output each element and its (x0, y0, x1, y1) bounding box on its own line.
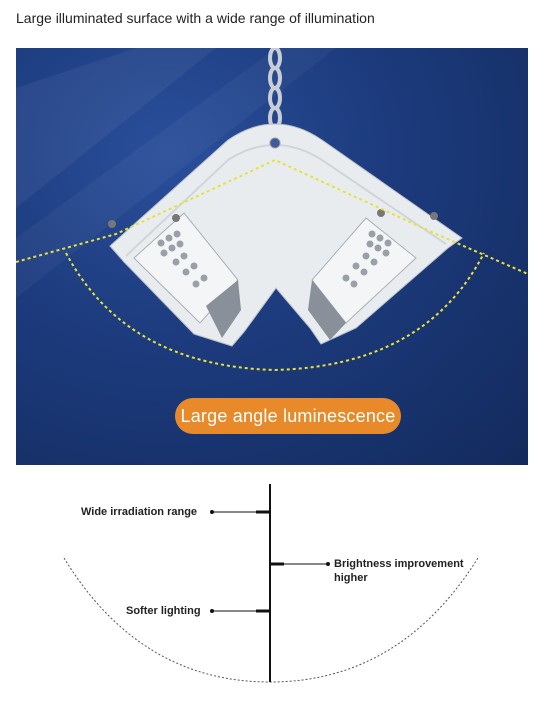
label-wide-range: Wide irradiation range (81, 506, 198, 518)
product-photo (16, 48, 528, 465)
label-softer: Softer lighting (126, 605, 201, 617)
feature-badge: Large angle luminescence (175, 398, 401, 434)
label-brightness (334, 557, 464, 585)
label-brightness-line1: Brightness improvement (334, 558, 464, 570)
light-distribution-diagram (0, 470, 542, 705)
label-brightness-line2: higher (334, 572, 368, 584)
headline: Large illuminated surface with a wide range of illumination (16, 10, 375, 26)
